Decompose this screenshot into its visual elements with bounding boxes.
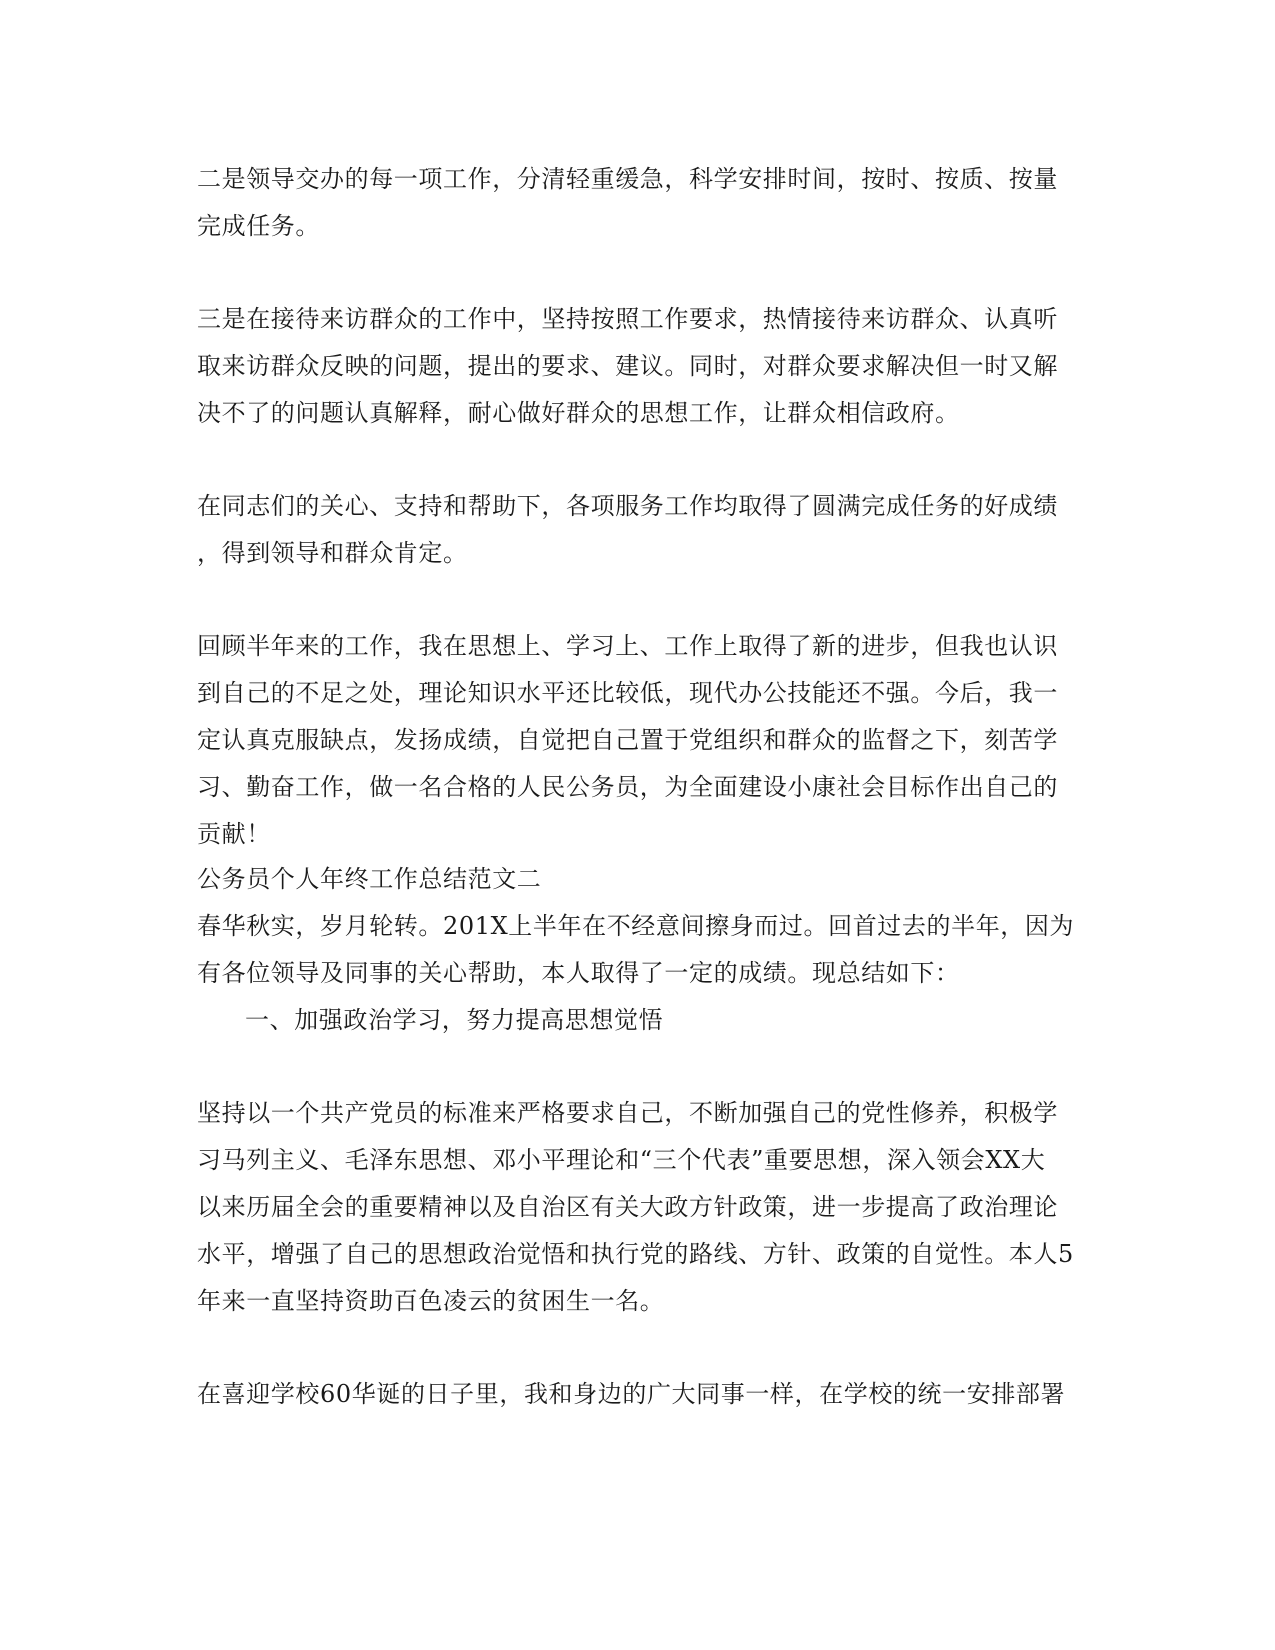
text-line: 三是在接待来访群众的工作中，坚持按照工作要求，热情接待来访群众、认真听: [197, 305, 1058, 333]
text-line: 坚持以一个共产党员的标准来严格要求自己，不断加强自己的党性修养，积极学: [197, 1099, 1058, 1127]
text-line: 在喜迎学校60华诞的日子里，我和身边的广大同事一样，在学校的统一安排部署: [197, 1380, 1066, 1408]
text-line: 贡献！: [197, 820, 271, 848]
text-line: 年来一直坚持资助百色凌云的贫困生一名。: [197, 1287, 665, 1315]
text-line: 决不了的问题认真解释，耐心做好群众的思想工作，让群众相信政府。: [197, 399, 960, 427]
text-line: 到自己的不足之处，理论知识水平还比较低，现代办公技能还不强。今后，我一: [197, 679, 1058, 707]
text-line: 春华秋实，岁月轮转。201X上半年在不经意间擦身而过。回首过去的半年，因为: [197, 912, 1075, 940]
text-line: 水平，增强了自己的思想政治觉悟和执行党的路线、方针、政策的自觉性。本人5: [197, 1240, 1074, 1268]
text-line: 回顾半年来的工作，我在思想上、学习上、工作上取得了新的进步，但我也认识: [197, 632, 1058, 660]
text-line: 定认真克服缺点，发扬成绩，自觉把自己置于党组织和群众的监督之下，刻苦学: [197, 726, 1058, 754]
text-line: 完成任务。: [197, 212, 320, 240]
text-line: 习马列主义、毛泽东思想、邓小平理论和“三个代表”重要思想，深入领会XX大: [197, 1146, 1046, 1174]
text-line: 取来访群众反映的问题，提出的要求、建议。同时，对群众要求解决但一时又解: [197, 352, 1058, 380]
text-line: 习、勤奋工作，做一名合格的人民公务员，为全面建设小康社会目标作出自己的: [197, 773, 1058, 801]
text-line: 在同志们的关心、支持和帮助下，各项服务工作均取得了圆满完成任务的好成绩: [197, 492, 1058, 520]
subsection-heading: 一、加强政治学习，努力提高思想觉悟: [245, 1006, 664, 1034]
text-line: 有各位领导及同事的关心帮助，本人取得了一定的成绩。现总结如下：: [197, 959, 960, 987]
section-heading: 公务员个人年终工作总结范文二: [197, 865, 542, 893]
text-line: 二是领导交办的每一项工作，分清轻重缓急，科学安排时间，按时、按质、按量: [197, 165, 1058, 193]
text-line: 以来历届全会的重要精神以及自治区有关大政方针政策，进一步提高了政治理论: [197, 1193, 1058, 1221]
text-line: ，得到领导和群众肯定。: [197, 539, 468, 567]
